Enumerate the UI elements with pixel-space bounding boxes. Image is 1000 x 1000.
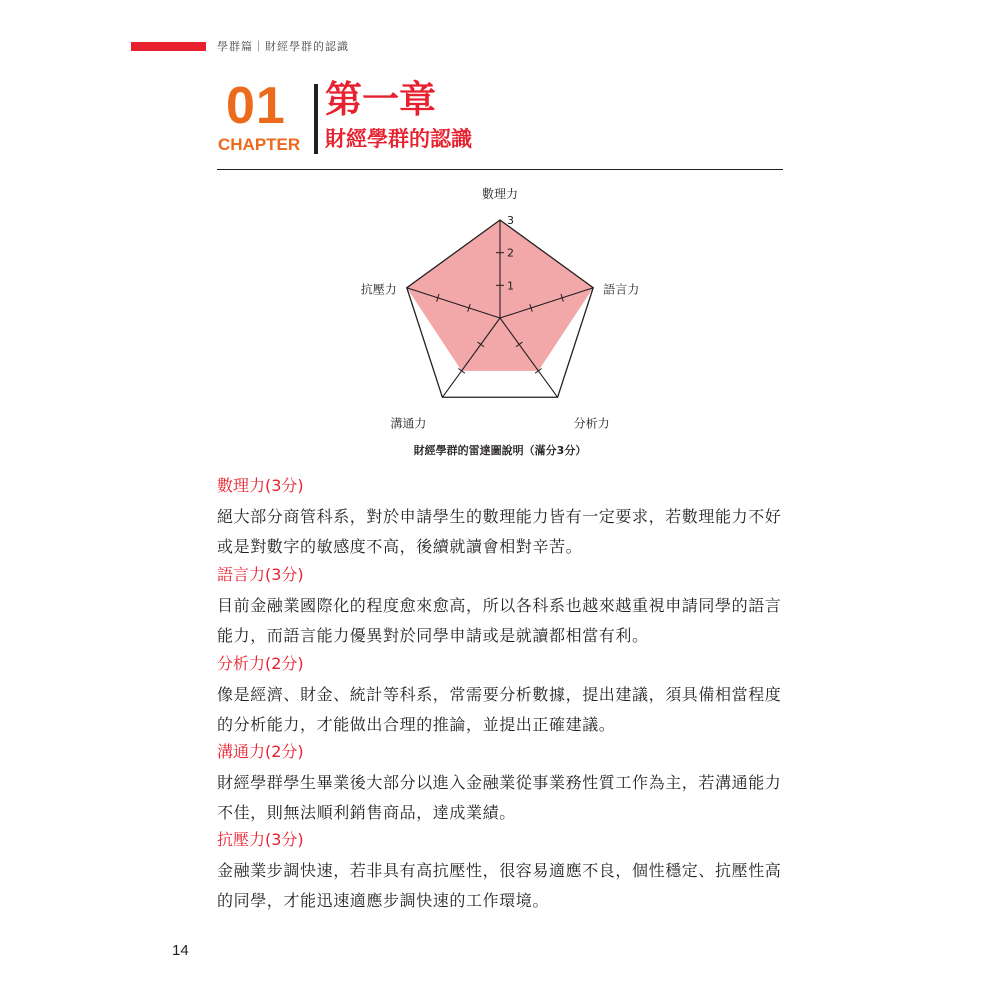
radar-chart [0,0,1000,470]
chapter-number: 01 [226,77,286,135]
axis-label: 數理力 [481,187,519,201]
chapter-subtitle: 財經學群的認識 [325,127,472,151]
section-math [217,476,789,562]
section-heading: 溝通力(2分) [217,742,304,761]
axis-label: 語言力 [603,282,640,297]
section-body: 絕大部分商管科系，對於申請學生的數理能力皆有一定要求，若數理能力不好或是對數字的敏感度不高，後續就讀會相對辛苦。 [217,507,782,556]
chart-caption: 財經學群的雷達圖說明（滿分3分） [413,444,587,457]
section-body: 像是經濟、財金、統計等科系，常需要分析數據，提出建議，須具備相當程度的分析能力，才能做出合理的推論，並提出正確建議。 [217,685,782,734]
section-body: 目前金融業國際化的程度愈來愈高，所以各科系也越來越重視申請同學的語言能力，而語言能力優異對於同學申請或是就讀都相當有利。 [217,596,782,645]
section-stress [217,830,789,916]
section-language [217,565,789,651]
section-communication [217,742,789,828]
section-heading: 抗壓力(3分) [217,830,304,849]
scale-label: 3 [507,214,514,227]
chapter-label: CHAPTER [218,135,301,154]
section-body: 財經學群學生畢業後大部分以進入金融業從事業務性質工作為主，若溝通能力不佳，則無法順利銷售商品，達成業績。 [217,773,782,822]
section-heading: 語言力(3分) [217,565,304,584]
section-analysis [217,654,789,740]
section-body: 金融業步調快速，若非具有高抗壓性，很容易適應不良，個性穩定、抗壓性高的同學，才能迅速適應步調快速的工作環境。 [217,861,782,910]
scale-label: 2 [507,246,514,260]
scale-label: 1 [507,279,514,293]
running-head: 學群篇｜財經學群的認識 [217,40,349,53]
chapter-title: 第一章 [325,78,436,121]
section-heading: 分析力(2分) [217,654,304,673]
page-number: 14 [172,942,189,959]
axis-label: 抗壓力 [360,282,397,297]
axis-label: 溝通力 [390,416,427,431]
section-heading: 數理力(3分) [217,476,304,495]
axis-label: 分析力 [573,416,610,431]
